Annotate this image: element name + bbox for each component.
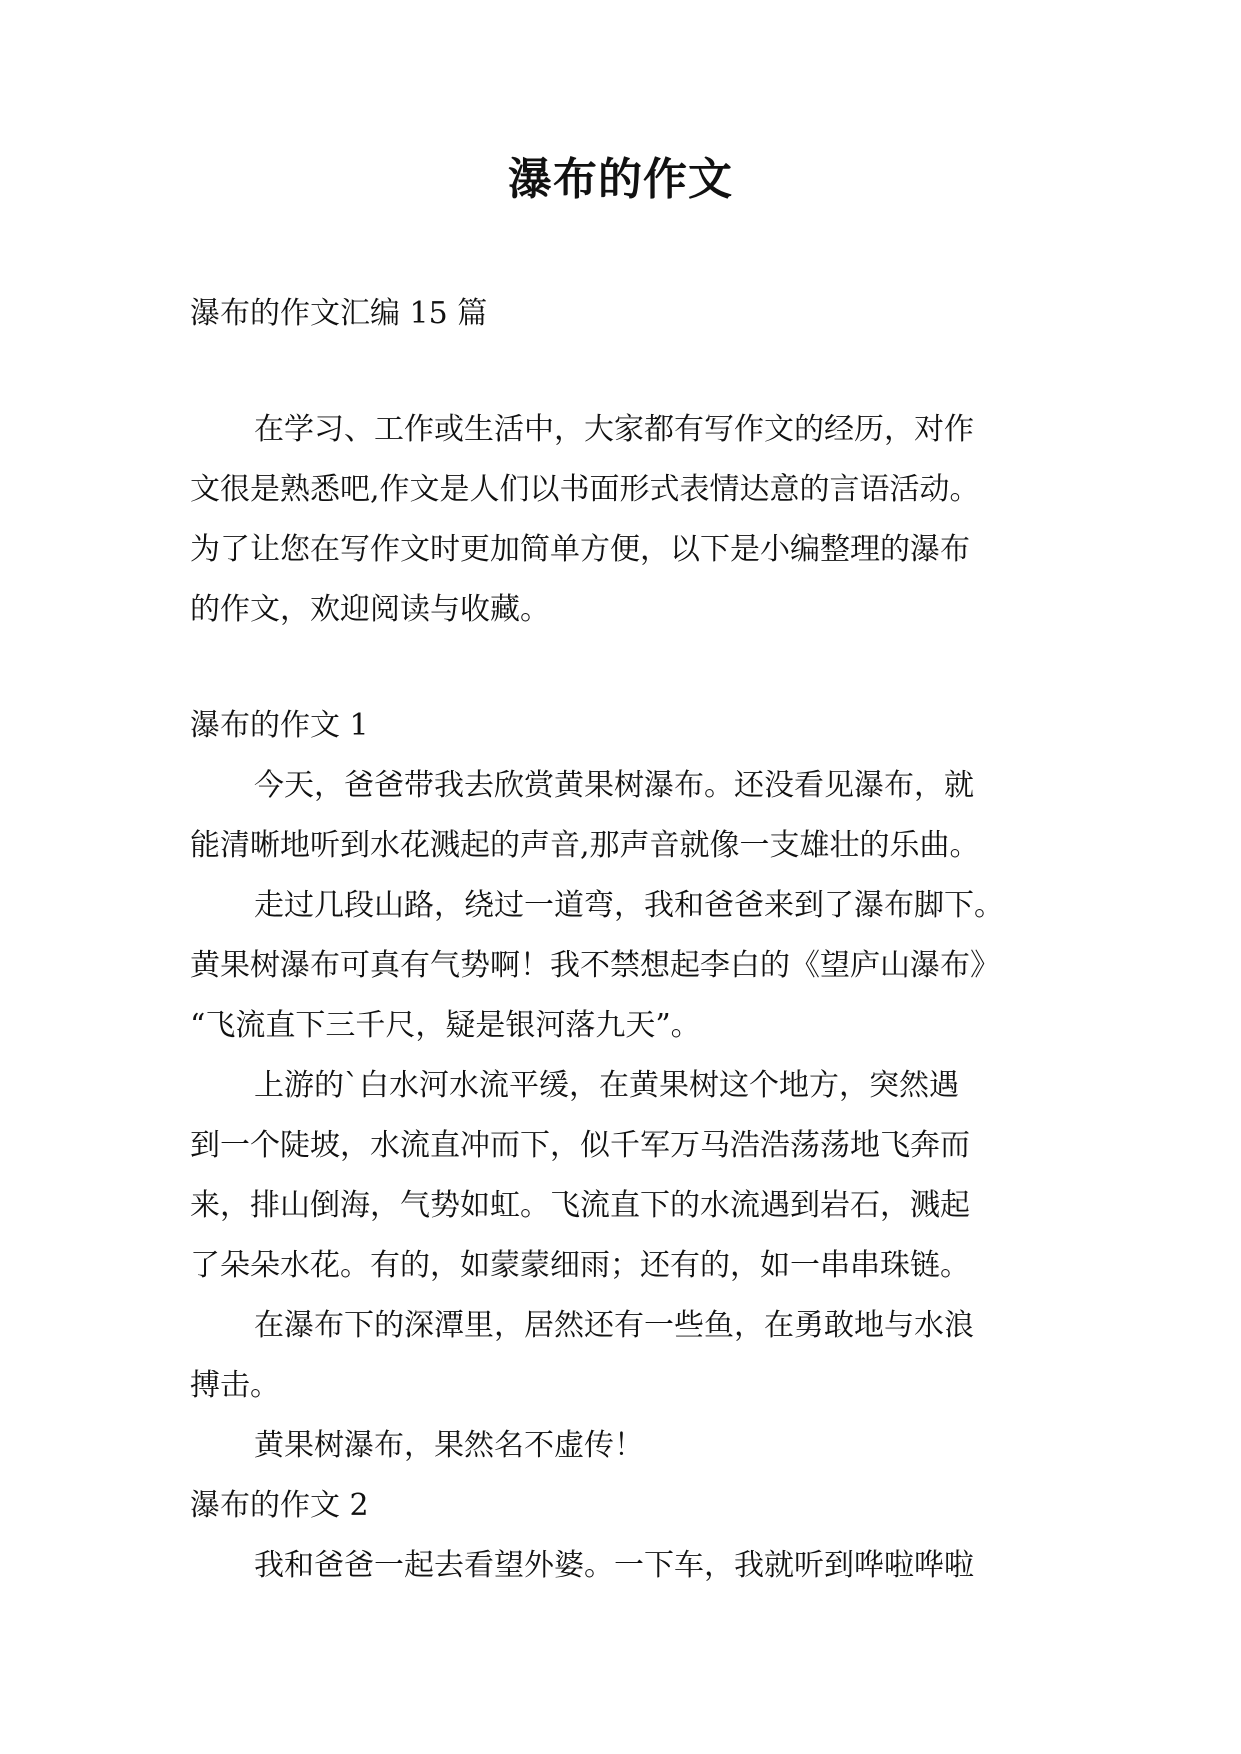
essay-1-line: 黄果树瀑布，果然名不虚传！ (254, 1428, 644, 1463)
essay-1-line: “飞流直下三千尺，疑是银河落九天”。 (190, 1008, 701, 1043)
essay-1-line: 了朵朵水花。有的，如蒙蒙细雨；还有的，如一串串珠链。 (190, 1248, 970, 1283)
essay-1-line: 能清晰地听到水花溅起的声音,那声音就像一支雄壮的乐曲。 (190, 828, 980, 863)
essay-1-line: 来，排山倒海，气势如虹。飞流直下的水流遇到岩石，溅起 (190, 1188, 970, 1223)
essay-1-line: 今天，爸爸带我去欣赏黄果树瀑布。还没看见瀑布，就 (254, 768, 974, 803)
essay-1-line: 走过几段山路，绕过一道弯，我和爸爸来到了瀑布脚下。 (254, 888, 1004, 923)
essay-1-line: 黄果树瀑布可真有气势啊！我不禁想起李白的《望庐山瀑布》 (190, 948, 1000, 983)
document-title: 瀑布的作文 (508, 154, 733, 205)
document-subtitle: 瀑布的作文汇编 15 篇 (190, 296, 488, 331)
essay-1-line: 上游的`白水河水流平缓，在黄果树这个地方，突然遇 (254, 1068, 959, 1103)
spacer (190, 640, 1060, 696)
intro-line: 在学习、工作或生活中，大家都有写作文的经历，对作 (254, 412, 974, 447)
essay-1-line: 搏击。 (190, 1368, 280, 1403)
spacer (190, 344, 1060, 400)
essay-1-line: 到一个陡坡，水流直冲而下，似千军万马浩浩荡荡地飞奔而 (190, 1128, 970, 1163)
intro-line: 文很是熟悉吧,作文是人们以书面形式表情达意的言语活动。 (190, 472, 980, 507)
essay-2-line: 我和爸爸一起去看望外婆。一下车，我就听到哗啦哗啦 (254, 1548, 974, 1583)
essay-1-heading: 瀑布的作文 1 (190, 708, 369, 743)
document-body (190, 284, 1060, 1596)
intro-line: 为了让您在写作文时更加简单方便，以下是小编整理的瀑布 (190, 532, 970, 567)
essay-2-heading: 瀑布的作文 2 (190, 1488, 369, 1523)
intro-line: 的作文，欢迎阅读与收藏。 (190, 592, 550, 627)
essay-1-line: 在瀑布下的深潭里，居然还有一些鱼，在勇敢地与水浪 (254, 1308, 974, 1343)
